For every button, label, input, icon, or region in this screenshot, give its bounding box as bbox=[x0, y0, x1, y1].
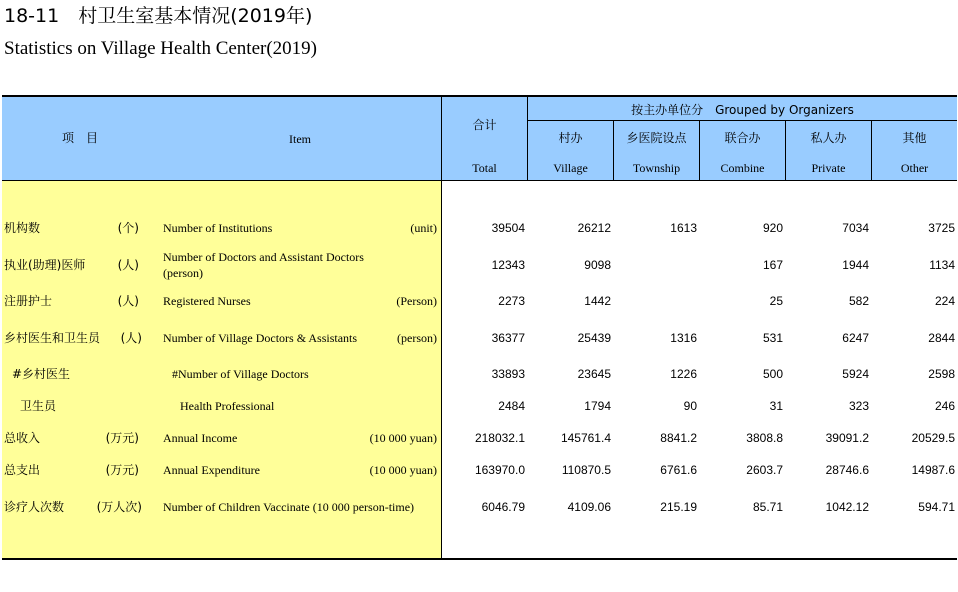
row-label-en: Number of Institutions bbox=[163, 221, 273, 235]
row-label-en: Number of Doctors and Assistant Doctors bbox=[163, 250, 364, 264]
table-top-rule bbox=[2, 95, 957, 97]
row-label-cn: 机构数 bbox=[4, 221, 41, 235]
table-cell-value: 1794 bbox=[584, 399, 611, 413]
table-cell-value: 26212 bbox=[577, 221, 611, 235]
row-unit-cn: (万人次) bbox=[96, 500, 142, 514]
table-cell-value: 1042.12 bbox=[825, 500, 869, 514]
header-col-cn: 其他 bbox=[902, 131, 927, 145]
table-cell-value: 594.71 bbox=[918, 500, 955, 514]
row-unit-en: (10 000 yuan) bbox=[369, 431, 437, 445]
table-cell-value: 23645 bbox=[577, 367, 611, 381]
page-title-en: Statistics on Village Health Center(2019) bbox=[4, 38, 317, 59]
header-total-en: Total bbox=[472, 161, 497, 175]
row-label-en: Annual Income bbox=[163, 431, 238, 445]
table-cell-value: 2484 bbox=[498, 399, 525, 413]
table-cell-value: 145761.4 bbox=[560, 431, 611, 445]
row-label-en: #Number of Village Doctors bbox=[172, 367, 309, 381]
table-cell-value: 28746.6 bbox=[825, 463, 869, 477]
table-cell-value: 6247 bbox=[842, 331, 869, 345]
row-label-cn: 诊疗人次数 bbox=[4, 500, 65, 514]
table-cell-value: 3725 bbox=[928, 221, 955, 235]
table-cell-value: 323 bbox=[848, 399, 869, 413]
table-cell-value: 85.71 bbox=[752, 500, 783, 514]
header-group-label: 按主办单位分 Grouped by Organizers bbox=[631, 103, 854, 117]
table-cell-value: 1944 bbox=[842, 258, 869, 272]
table-cell-value: 9098 bbox=[584, 258, 611, 272]
table-cell-value: 5924 bbox=[842, 367, 869, 381]
header-col-en: Combine bbox=[720, 161, 765, 175]
table-cell-value: 582 bbox=[848, 294, 869, 308]
row-label-cn: 乡村医生和卫生员 bbox=[4, 331, 101, 345]
row-unit-en: (unit) bbox=[410, 221, 437, 235]
row-unit-en: (Person) bbox=[396, 294, 437, 308]
table-cell-value: 39504 bbox=[491, 221, 525, 235]
table-cell-value: 224 bbox=[934, 294, 955, 308]
row-label-cn: 总收入 bbox=[4, 431, 41, 445]
table-cell-value: 110870.5 bbox=[561, 463, 611, 477]
table-cell-value: 3808.8 bbox=[746, 431, 783, 445]
row-label-en: Annual Expenditure bbox=[163, 463, 260, 477]
table-cell-value: 218032.1 bbox=[474, 431, 525, 445]
table-cell-value: 14987.6 bbox=[911, 463, 955, 477]
header-col-cn: 联合办 bbox=[724, 131, 761, 145]
row-unit-cn: (万元) bbox=[105, 431, 139, 445]
row-label-en: Registered Nurses bbox=[163, 294, 251, 308]
table-cell-value: 2603.7 bbox=[746, 463, 783, 477]
header-col-en: Private bbox=[811, 161, 846, 175]
table-cell-value: 36377 bbox=[491, 331, 525, 345]
page-title-cn: 18-11 村卫生室基本情况(2019年) bbox=[4, 5, 313, 27]
row-label-cn: 总支出 bbox=[4, 463, 41, 477]
row-label-en: Health Professional bbox=[180, 399, 275, 413]
table-cell-value: 920 bbox=[762, 221, 783, 235]
table-bottom-rule bbox=[2, 558, 957, 560]
row-label-en-line2: (person) bbox=[163, 266, 203, 280]
table-cell-value: 6046.79 bbox=[481, 500, 525, 514]
table-cell-value: 2273 bbox=[498, 294, 525, 308]
row-unit-cn: (人) bbox=[117, 294, 139, 308]
table-cell-value: 246 bbox=[934, 399, 955, 413]
table-cell-value: 4109.06 bbox=[567, 500, 611, 514]
header-item-cn: 项 目 bbox=[61, 131, 98, 145]
table-cell-value: 1613 bbox=[670, 221, 697, 235]
table-cell-value: 39091.2 bbox=[825, 431, 869, 445]
table-cell-value: 167 bbox=[762, 258, 783, 272]
row-unit-cn: (人) bbox=[117, 258, 139, 272]
row-label-cn: 执业(助理)医师 bbox=[4, 258, 86, 272]
table-cell-value: 33893 bbox=[491, 367, 525, 381]
table-cell-value: 25 bbox=[769, 294, 783, 308]
row-unit-en: (10 000 yuan) bbox=[369, 463, 437, 477]
table-cell-value: 215.19 bbox=[660, 500, 697, 514]
header-col-cn: 私人办 bbox=[810, 131, 847, 145]
table-cell-value: 2598 bbox=[928, 367, 955, 381]
row-label-en: Number of Village Doctors & Assistants bbox=[163, 331, 358, 345]
header-col-en: Township bbox=[632, 161, 681, 175]
group-header-rule bbox=[527, 120, 957, 121]
table-cell-value: 6761.6 bbox=[660, 463, 697, 477]
table-cell-value: 8841.2 bbox=[660, 431, 697, 445]
row-label-cn: 注册护士 bbox=[4, 294, 53, 308]
header-col-en: Village bbox=[553, 161, 588, 175]
row-unit-cn: (个) bbox=[117, 221, 139, 235]
row-label-cn: #乡村医生 bbox=[12, 367, 71, 381]
table-cell-value: 20529.5 bbox=[911, 431, 955, 445]
row-unit-en: (person) bbox=[397, 331, 437, 345]
table-cell-value: 12343 bbox=[491, 258, 525, 272]
table-cell-value: 7034 bbox=[842, 221, 869, 235]
row-label-cn: 卫生员 bbox=[20, 399, 57, 413]
header-bottom-rule bbox=[2, 180, 957, 181]
table-cell-value: 31 bbox=[769, 399, 783, 413]
row-label-en: Number of Children Vaccinate (10 000 person-time) bbox=[163, 500, 415, 514]
header-col-en: Other bbox=[900, 161, 929, 175]
table-cell-value: 163970.0 bbox=[474, 463, 525, 477]
table-cell-value: 1316 bbox=[670, 331, 697, 345]
table-cell-value: 1134 bbox=[929, 258, 955, 272]
row-unit-cn: (人) bbox=[120, 331, 142, 345]
header-total-cn: 合计 bbox=[472, 118, 497, 132]
table-cell-value: 1442 bbox=[584, 294, 611, 308]
table-cell-value: 2844 bbox=[928, 331, 955, 345]
header-col-cn: 乡医院设点 bbox=[626, 131, 687, 145]
table-cell-value: 25439 bbox=[577, 331, 611, 345]
row-unit-cn: (万元) bbox=[105, 463, 139, 477]
table-cell-value: 1226 bbox=[670, 367, 697, 381]
table-cell-value: 500 bbox=[762, 367, 783, 381]
table-cell-value: 531 bbox=[762, 331, 783, 345]
header-item-en: Item bbox=[289, 132, 311, 146]
table-cell-value: 90 bbox=[683, 399, 697, 413]
header-col-cn: 村办 bbox=[558, 131, 583, 145]
